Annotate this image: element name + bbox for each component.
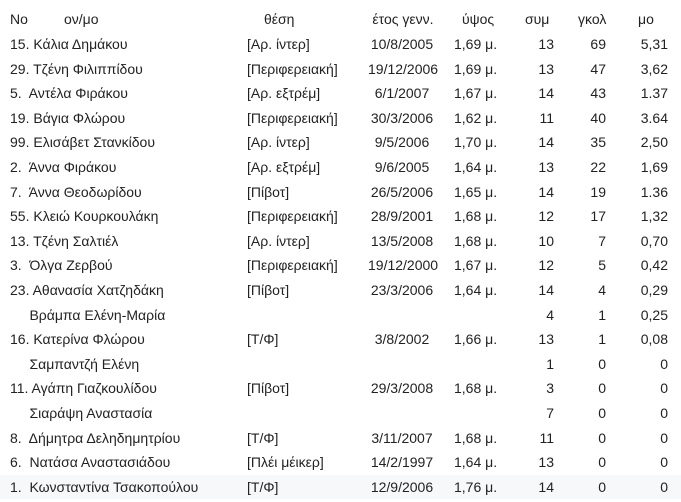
- table-row: [0, 106, 681, 130]
- player-apps: 13: [538, 159, 554, 175]
- table-row: [0, 180, 681, 204]
- player-avg: 0,42: [640, 257, 668, 274]
- player-position: [Αρ. ίντερ]: [247, 36, 310, 52]
- player-avg: 2,50: [640, 134, 668, 151]
- player-name: 19. Βάγια Φλώρου: [10, 109, 126, 126]
- player-avg: 1.37: [640, 85, 668, 102]
- player-position: [Περιφερειακή]: [247, 60, 338, 77]
- player-goals: 1: [598, 306, 606, 323]
- player-height: 1,64 μ.: [454, 454, 498, 471]
- player-name: 15. Κάλια Δημάκου: [10, 36, 128, 52]
- player-goals: 17: [590, 208, 606, 225]
- player-dob: 3/8/2002: [374, 331, 430, 348]
- col-header-apps: συμ: [525, 11, 550, 27]
- player-name: 5. Αντέλα Φιράκου: [10, 85, 128, 102]
- col-header-avg: μο: [638, 11, 654, 27]
- player-position: [Πλέι μέικερ]: [247, 454, 324, 471]
- player-position: [Περιφερειακή]: [247, 208, 338, 225]
- player-position: [Τ/Φ]: [247, 478, 279, 495]
- player-dob: 26/5/2006: [370, 183, 434, 200]
- player-dob: 30/3/2006: [370, 109, 434, 126]
- col-header-goals: γκολ: [578, 11, 607, 27]
- player-height: 1,76 μ.: [454, 478, 498, 495]
- player-apps: 11: [539, 429, 554, 446]
- player-apps: 14: [538, 85, 554, 102]
- table-row: [0, 327, 681, 351]
- player-dob: 19/12/2000: [368, 257, 439, 274]
- player-avg: 0: [660, 355, 668, 372]
- player-name: 8. Δήμητρα Δεληδημητρίου: [10, 429, 181, 446]
- player-apps: 13: [538, 331, 554, 348]
- player-avg: 5,31: [640, 36, 668, 52]
- player-apps: 14: [538, 478, 554, 495]
- player-avg: 0,70: [640, 232, 668, 249]
- col-header-height: ύψος: [462, 11, 495, 27]
- player-avg: 1.36: [640, 183, 668, 200]
- player-name: Σιαράψη Αναστασία: [10, 405, 153, 421]
- player-goals: 0: [598, 478, 606, 495]
- player-apps: 12: [538, 257, 554, 274]
- player-height: 1,64 μ.: [454, 282, 498, 298]
- player-goals: 43: [590, 85, 606, 102]
- player-dob: 3/11/2007: [371, 429, 433, 446]
- player-avg: 1,69: [640, 159, 668, 175]
- player-position: [Πίβοτ]: [247, 380, 290, 397]
- player-position: [Αρ. εξτρέμ]: [247, 159, 321, 175]
- player-avg: 0: [660, 454, 668, 471]
- player-name: Σαμπαντζή Ελένη: [10, 355, 140, 372]
- player-name: 1. Κωνσταντίνα Τσακοπούλου: [10, 478, 199, 495]
- player-dob: 19/12/2006: [368, 60, 439, 77]
- player-goals: 19: [590, 183, 606, 200]
- table-row: [0, 303, 681, 327]
- player-goals: 47: [590, 60, 606, 77]
- player-apps: 12: [538, 208, 554, 225]
- player-height: 1,62 μ.: [454, 109, 498, 126]
- player-goals: 7: [598, 232, 606, 249]
- player-name: 29. Τζένη Φιλιππίδου: [10, 60, 143, 77]
- player-avg: 0,25: [640, 306, 668, 323]
- col-header-dob: έτος γενν.: [372, 11, 434, 27]
- player-position: [Αρ. ίντερ]: [247, 232, 310, 249]
- player-dob: 9/6/2005: [374, 159, 430, 175]
- player-name: 6. Νατάσα Αναστασιάδου: [10, 454, 171, 471]
- player-height: 1,65 μ.: [454, 183, 498, 200]
- player-apps: 14: [538, 134, 554, 151]
- player-height: 1,68 μ.: [454, 429, 498, 446]
- player-apps: 14: [538, 282, 554, 298]
- player-name: 16. Κατερίνα Φλώρου: [10, 331, 145, 348]
- table-row: [0, 229, 681, 253]
- player-goals: 1: [598, 331, 606, 348]
- player-goals: 69: [590, 36, 606, 52]
- player-avg: 0: [660, 429, 668, 446]
- player-name: 55. Κλειώ Κουρκουλάκη: [10, 208, 159, 225]
- player-name: 2. Άννα Φιράκου: [10, 159, 117, 175]
- table-row: [0, 352, 681, 376]
- header-row: [0, 7, 681, 31]
- player-apps: 3: [546, 380, 554, 397]
- player-apps: 7: [546, 405, 554, 421]
- player-height: 1,66 μ.: [454, 331, 498, 348]
- table-row: [0, 278, 681, 302]
- player-apps: 4: [546, 306, 554, 323]
- player-position: [Πίβοτ]: [247, 282, 290, 298]
- player-name: 3. Όλγα Ζερβού: [10, 257, 113, 274]
- player-avg: 0,29: [640, 282, 668, 298]
- player-height: 1,68 μ.: [454, 232, 498, 249]
- table-row: [0, 376, 681, 400]
- player-dob: 12/9/2006: [370, 478, 434, 495]
- player-name: 7. Άννα Θεοδωρίδου: [10, 183, 142, 200]
- table-row: [0, 32, 681, 56]
- player-name: 99. Ελισάβετ Στανκίδου: [10, 134, 156, 151]
- player-position: [Αρ. εξτρέμ]: [247, 85, 321, 102]
- player-dob: 10/8/2005: [370, 36, 434, 52]
- player-avg: 0: [660, 380, 668, 397]
- player-height: 1,69 μ.: [454, 60, 498, 77]
- player-apps: 1: [546, 355, 554, 372]
- player-dob: 9/5/2006: [374, 134, 430, 151]
- player-position: [Περιφερειακή]: [247, 257, 338, 274]
- player-dob: 14/2/1997: [370, 454, 434, 471]
- table-row: [0, 401, 681, 425]
- player-name: 11. Αγάπη Γιαζκουλίδου: [10, 380, 157, 397]
- table-row: [0, 475, 681, 499]
- table-row: [0, 253, 681, 277]
- player-name: 23. Αθανασία Χατζηδάκη: [10, 282, 164, 298]
- player-height: 1,67 μ.: [454, 257, 498, 274]
- col-header-name: ον/μο: [64, 11, 99, 27]
- player-dob: 29/3/2008: [370, 380, 434, 397]
- player-apps: 13: [538, 60, 554, 77]
- player-apps: 11: [539, 109, 554, 126]
- table-row: [0, 204, 681, 228]
- player-position: [Πίβοτ]: [247, 183, 290, 200]
- player-apps: 13: [538, 454, 554, 471]
- table-row: [0, 450, 681, 474]
- player-height: 1,68 μ.: [454, 208, 498, 225]
- player-height: 1,67 μ.: [454, 85, 498, 102]
- player-goals: 0: [598, 405, 606, 421]
- player-apps: 13: [538, 36, 554, 52]
- player-position: [Τ/Φ]: [247, 331, 279, 348]
- table-row: [0, 57, 681, 81]
- player-position: [Τ/Φ]: [247, 429, 279, 446]
- player-goals: 35: [590, 134, 606, 151]
- player-goals: 0: [598, 380, 606, 397]
- player-goals: 0: [598, 454, 606, 471]
- table-row: [0, 130, 681, 154]
- player-avg: 0,08: [640, 331, 668, 348]
- player-dob: 23/3/2006: [370, 282, 434, 298]
- col-header-no: No: [10, 11, 28, 27]
- player-dob: 28/9/2001: [370, 208, 434, 225]
- player-dob: 13/5/2008: [370, 232, 434, 249]
- player-goals: 40: [590, 109, 606, 126]
- player-apps: 10: [538, 232, 554, 249]
- player-height: 1,64 μ.: [454, 159, 498, 175]
- player-avg: 3.64: [640, 109, 668, 126]
- table-row: [0, 81, 681, 105]
- player-name: 13. Τζένη Σαλτιέλ: [10, 232, 119, 249]
- player-height: 1,69 μ.: [454, 36, 498, 52]
- table-row: [0, 426, 681, 450]
- player-avg: 1,32: [640, 208, 668, 225]
- player-avg: 3,62: [640, 60, 668, 77]
- player-name: Βράμπα Ελένη-Μαρία: [10, 306, 166, 323]
- player-position: [Αρ. ίντερ]: [247, 134, 310, 151]
- player-height: 1,68 μ.: [454, 380, 498, 397]
- player-avg: 0: [660, 478, 668, 495]
- player-goals: 22: [590, 159, 606, 175]
- player-goals: 0: [598, 355, 606, 372]
- player-avg: 0: [660, 405, 668, 421]
- player-dob: 6/1/2007: [374, 85, 430, 102]
- player-goals: 4: [598, 282, 606, 298]
- player-apps: 14: [538, 183, 554, 200]
- player-goals: 5: [598, 257, 606, 274]
- table-row: [0, 155, 681, 179]
- col-header-position: θέση: [264, 11, 295, 27]
- player-goals: 0: [598, 429, 606, 446]
- player-position: [Περιφερειακή]: [247, 109, 338, 126]
- player-height: 1,70 μ.: [454, 134, 498, 151]
